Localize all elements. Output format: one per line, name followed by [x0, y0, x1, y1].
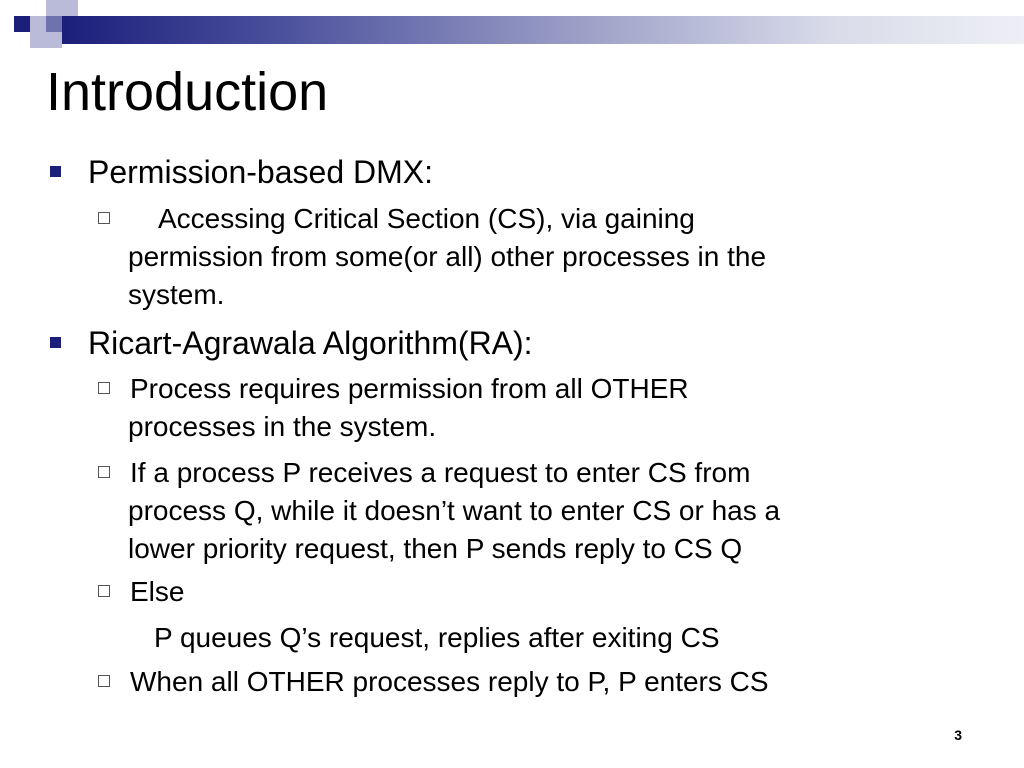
- slide-title: Introduction: [46, 62, 329, 122]
- sub-bullet-line: permission from some(or all) other processes in the: [128, 241, 767, 272]
- deco-square-icon: [62, 0, 78, 16]
- deco-square-icon: [46, 0, 62, 16]
- page-number: 3: [954, 727, 962, 743]
- deco-square-icon: [14, 16, 30, 32]
- deco-square-icon: [30, 32, 46, 48]
- bullet-text: Ricart-Agrawala Algorithm(RA):: [88, 325, 533, 361]
- header-gradient-bar: [62, 16, 1024, 44]
- sub-bullet-line: lower priority request, then P sends reply to CS Q: [128, 533, 743, 564]
- sub-bullet-line: Process requires permission from all OTHER: [130, 373, 689, 404]
- deco-square-icon: [30, 16, 46, 32]
- sub-bullet-receives-request: [98, 454, 958, 568]
- bullet-text: Permission-based DMX:: [88, 154, 433, 190]
- sub-bullet-line: Accessing Critical Section (CS), via gaining: [158, 203, 695, 234]
- square-bullet-icon: [50, 166, 61, 177]
- sub-bullet-line: Else: [130, 576, 185, 607]
- bullet-ricart-agrawala: [50, 323, 950, 363]
- sub-bullet-line: processes in the system.: [128, 411, 437, 442]
- deco-square-icon: [46, 16, 62, 32]
- sub-bullet-requires-permission: [98, 370, 958, 446]
- bullet-permission-based: [50, 152, 950, 192]
- header-decoration: [0, 0, 1024, 60]
- sub-bullet-all-reply: [98, 663, 958, 701]
- sub-bullet-line: system.: [128, 279, 225, 310]
- deco-square-icon: [46, 32, 62, 48]
- sub-bullet-line: When all OTHER processes reply to P, P enters CS: [130, 666, 769, 697]
- sub-bullet-line: If a process P receives a request to enter CS from: [130, 457, 751, 488]
- square-bullet-icon: [50, 337, 61, 348]
- sub-bullet-line: process Q, while it doesn’t want to enter CS or has a: [128, 495, 781, 526]
- sub-bullet-accessing-cs: [98, 200, 958, 314]
- sub-bullet-line: P queues Q’s request, replies after exiting CS: [154, 622, 720, 653]
- sub-bullet-else: [98, 573, 958, 659]
